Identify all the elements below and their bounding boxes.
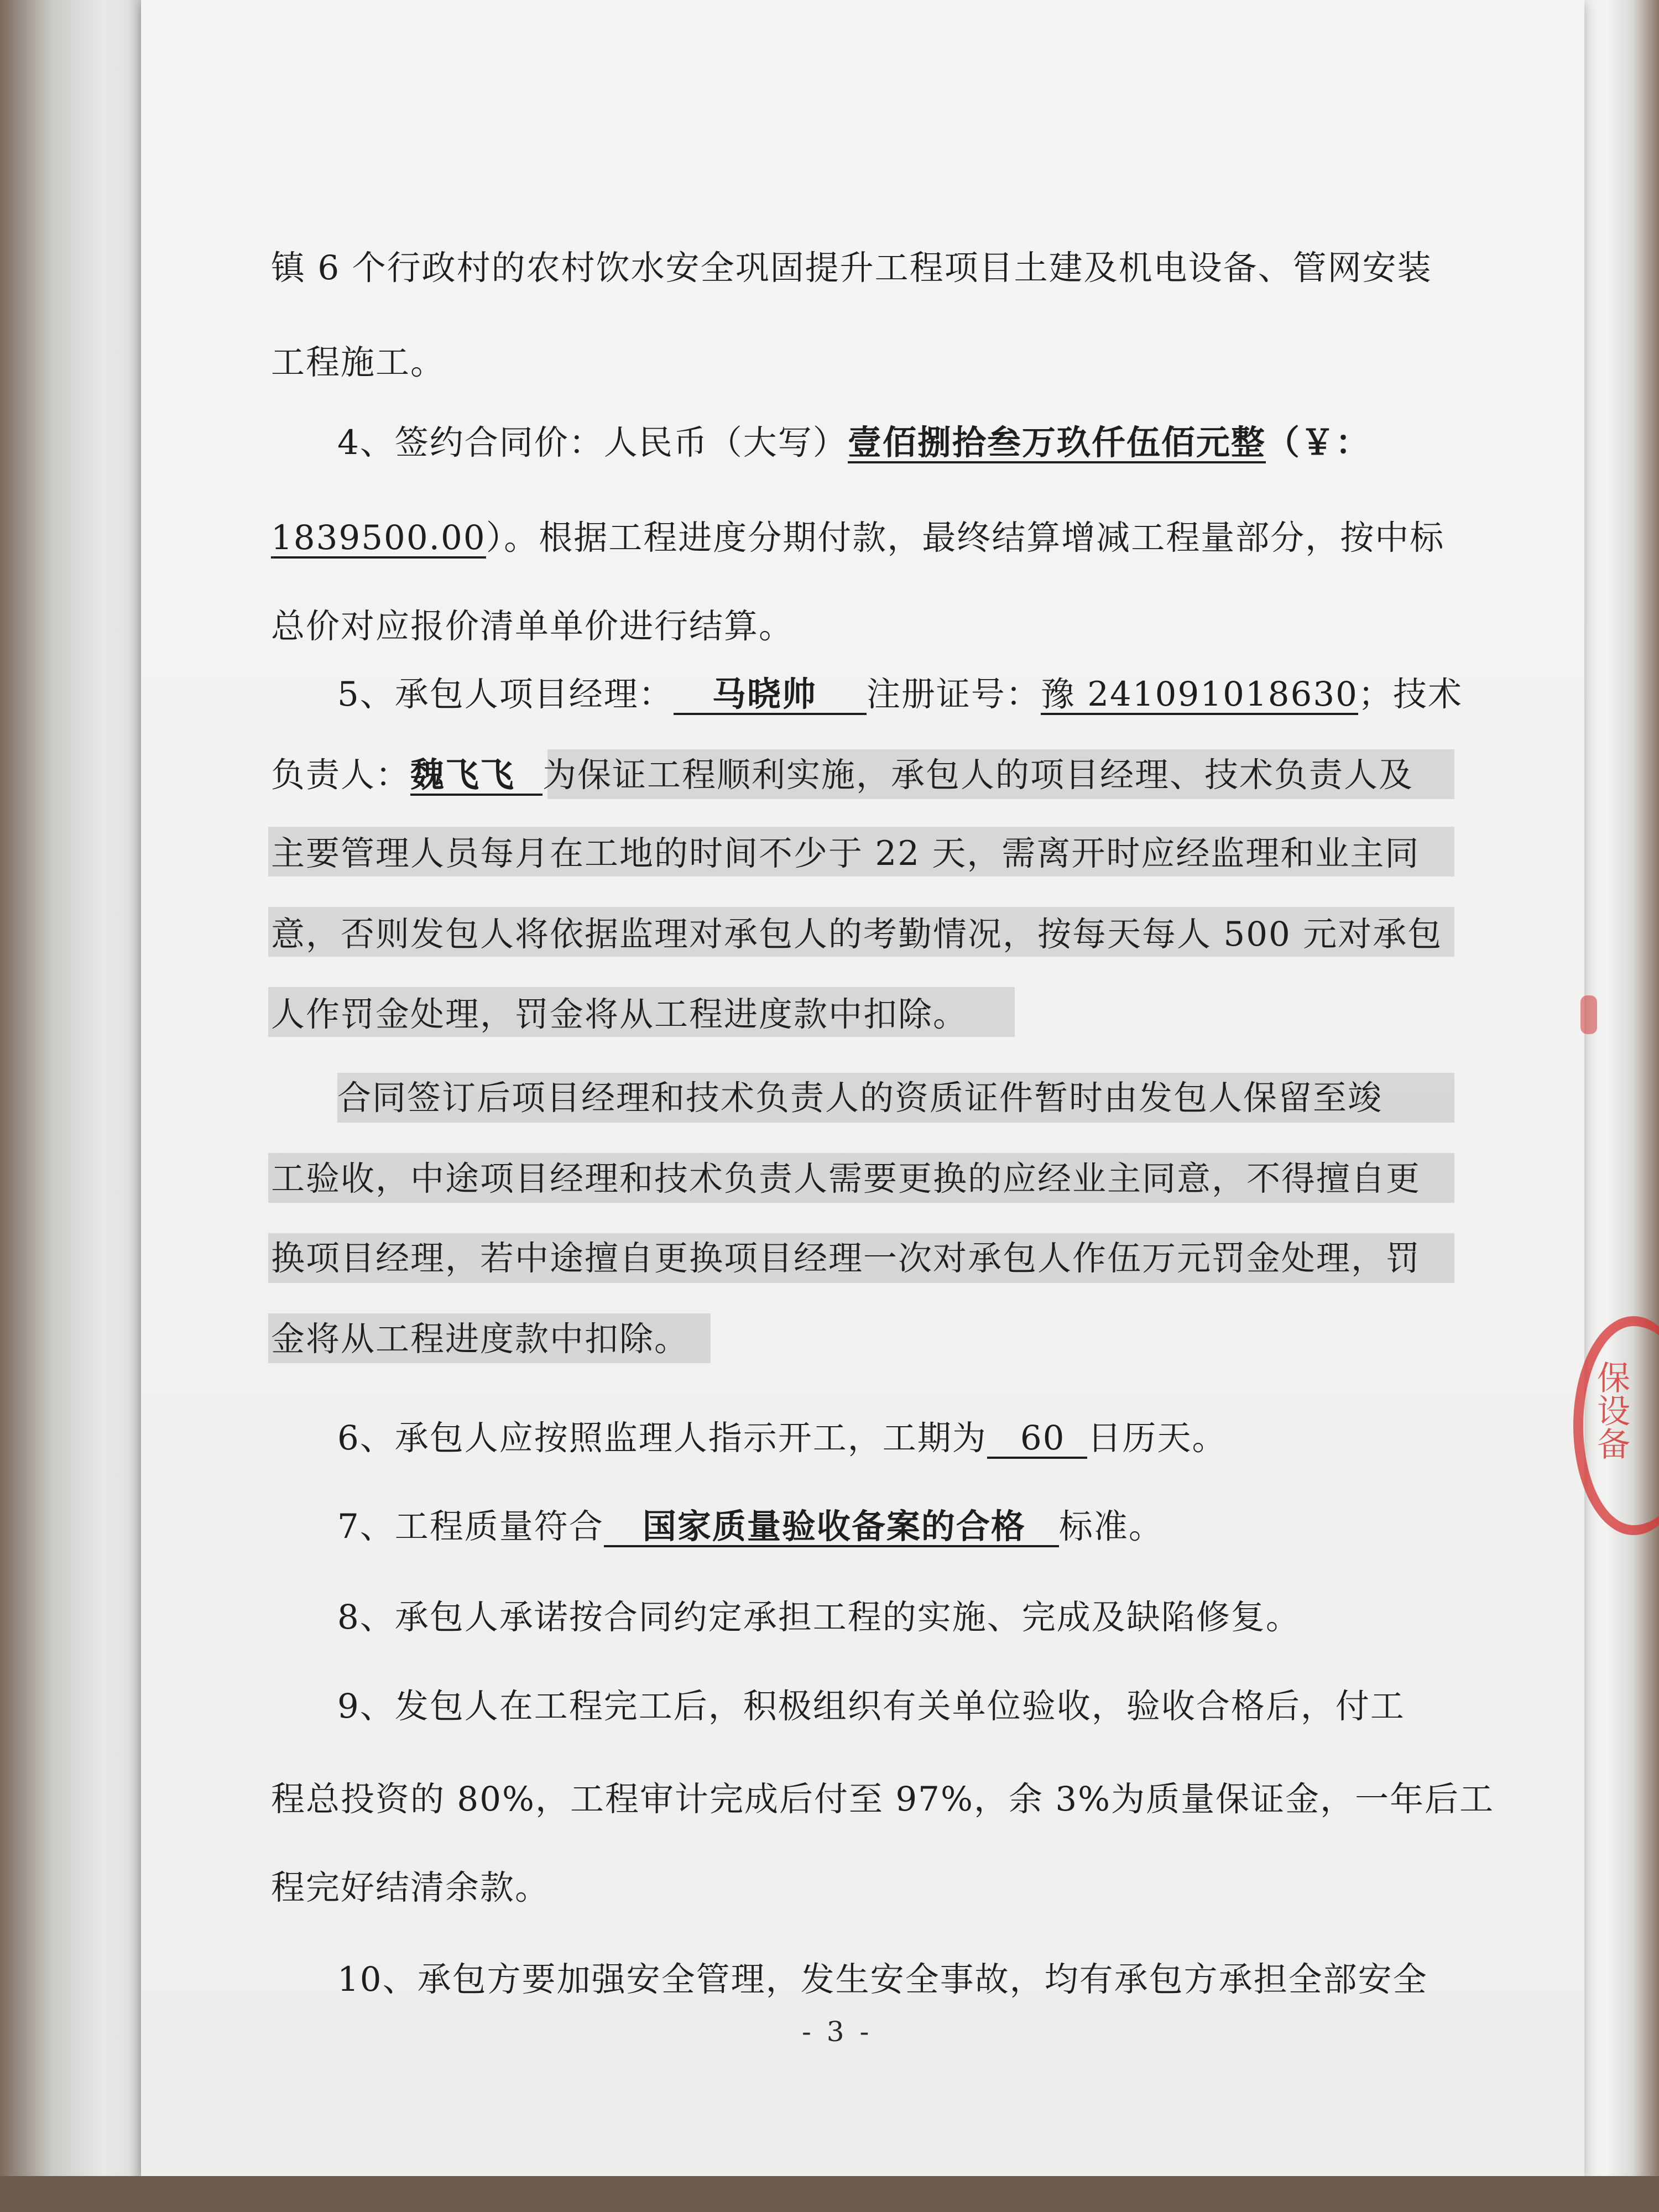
text-line: 意，否则发包人将依据监理对承包人的考勤情况，按每天每人 500 元对承包 — [271, 915, 1443, 954]
amount-in-figures: 1839500.00 — [271, 518, 486, 557]
text-segment: 日历天。 — [1087, 1418, 1227, 1458]
text-line — [271, 517, 1444, 559]
amount-in-words: 壹佰捌拾叁万玖仟伍佰元整 — [847, 423, 1266, 462]
desk-surface — [0, 2176, 1659, 2212]
text-line: 金将从工程进度款中扣除。 — [271, 1319, 690, 1359]
text-segment: 6、承包人应按照监理人指示开工，工期为 — [337, 1418, 987, 1458]
text-segment: 标准。 — [1058, 1507, 1164, 1546]
project-manager-name: 马晓帅 — [674, 676, 867, 715]
red-stamp-fragment — [1580, 995, 1597, 1034]
left-page-stack — [0, 0, 147, 2212]
text-line: 主要管理人员每月在工地的时间不少于 22 天，需离开时应经监理和业主同 — [271, 834, 1420, 873]
text-segment: 7、工程质量符合 — [337, 1507, 604, 1546]
text-segment: （￥： — [1265, 423, 1370, 462]
text-line: 镇 6 个行政村的农村饮水安全巩固提升工程项目土建及机电设备、管网安装 — [271, 248, 1432, 288]
text-segment: 5、承包人项目经理： — [337, 675, 674, 714]
text-line — [271, 754, 1413, 796]
text-line: 程完好结清余款。 — [271, 1868, 550, 1907]
technical-lead-name: 魏飞飞 — [410, 757, 542, 796]
text-line: 8、承包人承诺按合同约定承担工程的实施、完成及缺陷修复。 — [337, 1598, 1301, 1637]
quality-line — [337, 1506, 1164, 1548]
text-segment: ）。根据工程进度分期付款，最终结算增减工程量部分，按中标 — [486, 518, 1445, 557]
registration-number: 豫 241091018630 — [1040, 675, 1358, 714]
text-line: 合同签订后项目经理和技术负责人的资质证件暂时由发包人保留至竣 — [337, 1078, 1383, 1118]
text-segment: 为保证工程顺利实施，承包人的项目经理、技术负责人及 — [542, 755, 1414, 795]
text-segment: 4、签约合同价：人民币（大写） — [337, 423, 848, 462]
text-line: 换项目经理，若中途擅自更换项目经理一次对承包人作伍万元罚金处理，罚 — [271, 1239, 1421, 1278]
text-line: 10、承包方要加强安全管理，发生安全事故，均有承包方承担全部安全 — [337, 1960, 1428, 1999]
page-number: - 3 - — [802, 2016, 873, 2048]
contract-price-line — [337, 422, 1370, 464]
project-manager-line — [337, 674, 1463, 716]
text-line: 9、发包人在工程完工后，积极组织有关单位验收，验收合格后，付工 — [337, 1687, 1405, 1726]
quality-standard: 国家质量验收备案的合格 — [604, 1509, 1059, 1547]
text-line: 程总投资的 80%，工程审计完成后付至 97%，余 3%为质量保证金，一年后工 — [271, 1780, 1495, 1819]
text-line: 人作罚金处理，罚金将从工程进度款中扣除。 — [271, 995, 968, 1034]
text-line: 总价对应报价清单单价进行结算。 — [271, 607, 794, 646]
construction-period-line — [337, 1417, 1227, 1459]
seal-text: 保设备 — [1592, 1360, 1630, 1460]
text-segment: 负责人： — [271, 755, 411, 795]
text-segment: ；技术 — [1358, 675, 1463, 714]
text-line: 工验收，中途项目经理和技术负责人需要更换的应经业主同意，不得擅自更 — [271, 1159, 1421, 1198]
period-days: 60 — [987, 1420, 1088, 1459]
text-line: 工程施工。 — [271, 343, 446, 382]
text-segment: 注册证号： — [866, 675, 1041, 714]
